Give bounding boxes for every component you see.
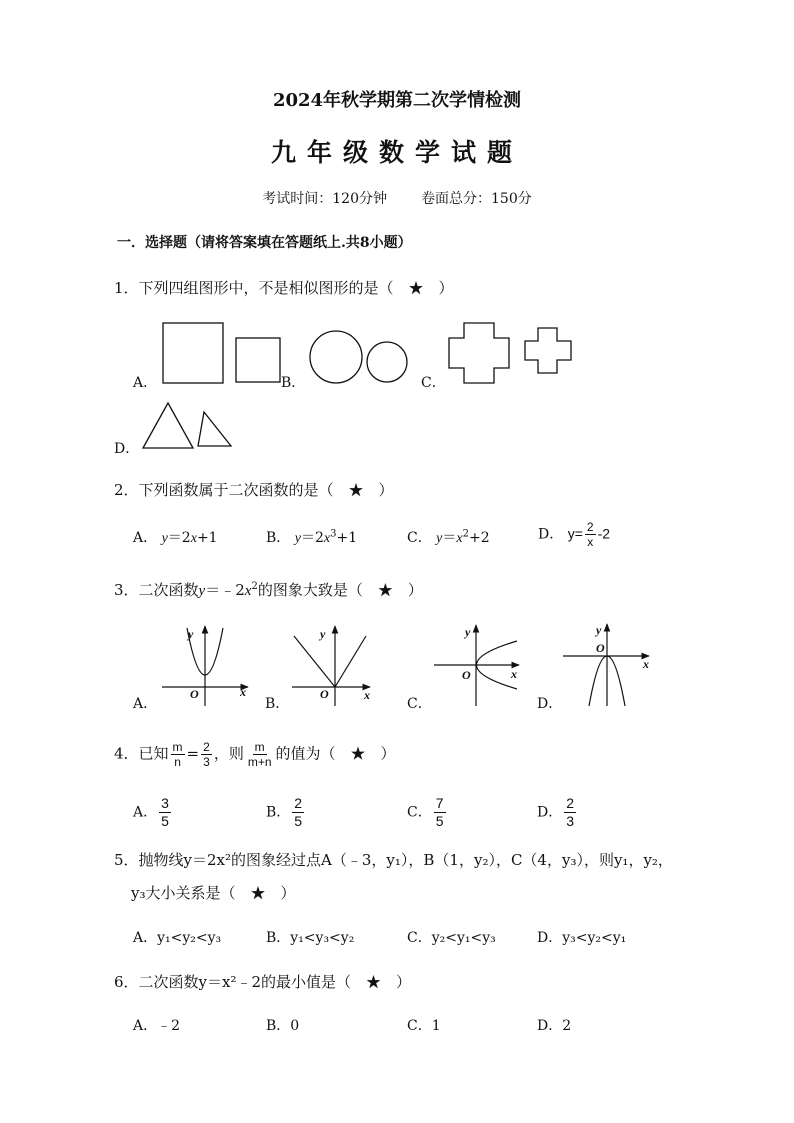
q6-option-d: D．2 xyxy=(537,1018,572,1034)
q6-stem: 6．二次函数y＝x²﹣2的最小值是（ ★ ） xyxy=(114,973,412,991)
q2-option-d: D． y= $\frac{2}{x}$ -2 xyxy=(538,520,611,549)
q4-option-a: A． $\frac{3}{5}$ xyxy=(133,795,169,829)
graph-d xyxy=(563,624,649,706)
q4-option-c: C． $\frac{7}{5}$ xyxy=(407,795,444,829)
exam-title: 2024年秋学期第二次学情检测 xyxy=(272,90,522,111)
graph-d-x-label: x xyxy=(643,657,649,671)
large-square-shape xyxy=(163,323,223,383)
q5-option-c: C．y₂<y₁<y₃ xyxy=(407,930,496,946)
q1-option-d-label: D． xyxy=(114,441,140,457)
small-cross-shape xyxy=(525,328,571,373)
q1-figures xyxy=(0,0,794,470)
q5-stem-line1: 5．抛物线y＝2x²的图象经过点A（﹣3，y₁），B（1，y₂），C（4，y₃），则y₁，y₂， xyxy=(114,851,673,869)
q2-stem: 2．下列函数属于二次函数的是（ ★ ） xyxy=(114,481,394,499)
q3-option-c-label: C． xyxy=(407,696,432,712)
q3-stem: 3．二次函数$y=﹣2x^2$的图象大致是（ ★ ） xyxy=(114,581,423,599)
graph-b-x-label: x xyxy=(364,688,370,702)
large-triangle-shape xyxy=(143,403,193,448)
graph-d-origin: O xyxy=(596,641,605,655)
q4-stem: 4．已知 $\frac{m}{n}$ = $\frac{2}{3}$ ，则 $\frac{m}{m+n}$ 的值为（ ★ ） xyxy=(114,740,396,769)
graph-a-x-label: x xyxy=(240,685,246,699)
q2-option-b: B． $y=2x^3+1$ xyxy=(266,528,358,546)
graph-a-origin: O xyxy=(190,687,199,701)
q5-option-b: B．y₁<y₃<y₂ xyxy=(266,930,355,946)
q5-stem-line2: y₃大小关系是（ ★ ） xyxy=(131,884,296,902)
small-triangle-shape xyxy=(198,412,231,446)
q3-option-b-label: B． xyxy=(265,696,290,712)
q6-option-a: A．﹣2 xyxy=(133,1018,181,1034)
q3-graphs xyxy=(0,600,794,710)
q4-option-b: B． $\frac{2}{5}$ xyxy=(266,795,303,829)
graph-c-origin: O xyxy=(462,668,471,682)
graph-b xyxy=(292,626,370,706)
graph-c-y-label: y xyxy=(465,625,471,639)
q5-option-a: A．y₁<y₂<y₃ xyxy=(133,930,222,946)
graph-a xyxy=(162,626,248,706)
q1-option-b-label: B． xyxy=(281,375,306,391)
graph-c xyxy=(434,625,519,706)
q2-option-c: C． $y=x^2+2$ xyxy=(407,528,490,546)
exam-score: 卷面总分：150分 xyxy=(421,191,532,207)
subject-title: 九年级数学试题 xyxy=(270,138,523,167)
q5-option-d: D．y₃<y₂<y₁ xyxy=(537,930,627,946)
q3-option-d-label: D． xyxy=(537,696,563,712)
q3-option-a-label: A． xyxy=(133,696,158,712)
small-circle-shape xyxy=(367,342,407,382)
graph-b-y-label: y xyxy=(320,627,326,641)
q4-option-d: D． $\frac{2}{3}$ xyxy=(537,795,575,829)
graph-b-origin: O xyxy=(320,687,329,701)
small-square-shape xyxy=(236,338,280,382)
q1-stem: 1．下列四组图形中，不是相似图形的是（ ★ ） xyxy=(114,279,454,297)
large-cross-shape xyxy=(449,323,509,383)
graph-a-y-label: y xyxy=(188,627,194,641)
section-title: 一．选择题（请将答案填在答题纸上.共8小题） xyxy=(117,235,412,251)
graph-d-y-label: y xyxy=(596,623,602,637)
q2-option-a: A． y＝2x+1 xyxy=(133,530,218,546)
large-circle-shape xyxy=(310,331,362,383)
q6-option-b: B．0 xyxy=(266,1018,300,1034)
q6-option-c: C．1 xyxy=(407,1018,441,1034)
exam-time: 考试时间：120分钟 xyxy=(262,191,387,207)
q1-option-a-label: A． xyxy=(133,375,158,391)
q1-option-c-label: C． xyxy=(421,375,446,391)
graph-c-x-label: x xyxy=(511,667,517,681)
